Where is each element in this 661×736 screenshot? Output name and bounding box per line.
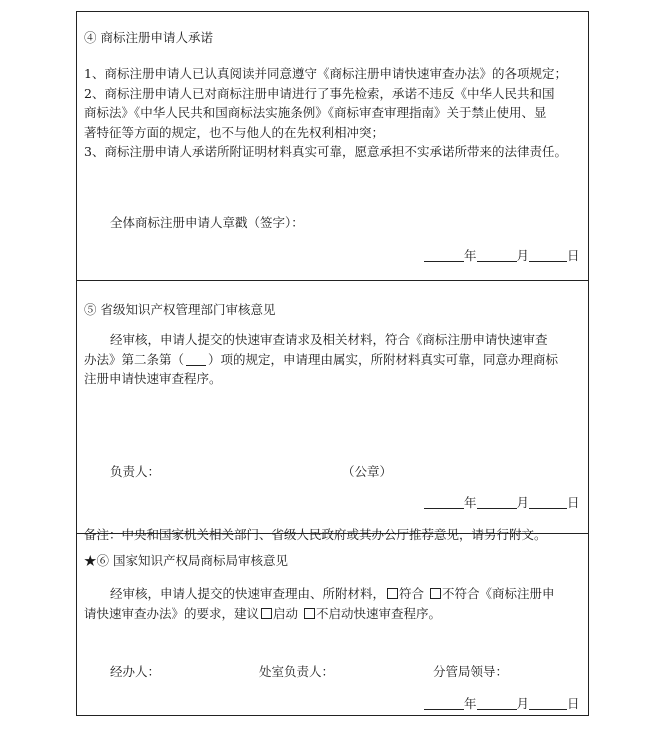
day-field[interactable] (529, 249, 567, 262)
office-head-label: 处室负责人： (259, 664, 335, 679)
not-conform-checkbox[interactable] (430, 588, 441, 599)
commitment-item: 著特征等方面的规定，也不与他人的在先权利相冲突； (84, 124, 385, 140)
office-review-body: 经审核，申请人提交的快速审查理由、所附材料， 符合 不符合《商标注册申 请快速审查办法》的要求，建议 启动 不启动快速审查程序。 (84, 586, 555, 621)
year-field[interactable] (424, 496, 464, 509)
section-heading: ⑤ 省级知识产权管理部门审核意见 (84, 302, 276, 317)
responsible-label: 负责人： (110, 464, 161, 479)
start-checkbox[interactable] (261, 608, 272, 619)
note-text: 备注：中央和国家机关相关部门、省级人民政府或其办公厅推荐意见，请另行附文。 (84, 527, 547, 542)
day-field[interactable] (529, 496, 567, 509)
commitment-item: 3、商标注册申请人承诺所附证明材料真实可靠，愿意承担不实承诺所带来的法律责任。 (84, 144, 567, 159)
signature-label: 全体商标注册申请人章戳（签字）： (110, 215, 304, 230)
section-provincial-review (77, 280, 588, 542)
day-field[interactable] (529, 697, 567, 710)
conform-checkbox[interactable] (387, 588, 398, 599)
commitment-item: 2、商标注册申请人已对商标注册申请进行了事先检索，承诺不违反《中华人民共和国 (84, 85, 555, 101)
section-applicant-commitment (77, 12, 588, 280)
year-field[interactable] (424, 249, 464, 262)
section-heading: ④ 商标注册申请人承诺 (84, 30, 213, 45)
section-heading: ★⑥ 国家知识产权局商标局审核意见 (84, 553, 288, 568)
date-line: 年 月 日 (424, 495, 580, 511)
commitment-item: 1、商标注册申请人已认真阅读并同意遵守《商标注册申请快速审查办法》的各项规定； (84, 66, 567, 81)
section-trademark-office-review (77, 533, 588, 717)
month-field[interactable] (477, 249, 517, 262)
commitment-item: 商标法》《中华人民共和国商标法实施条例》《商标审查审理指南》关于禁止使用、显 (84, 105, 547, 120)
item-number-field[interactable] (186, 353, 206, 366)
month-field[interactable] (477, 496, 517, 509)
not-start-checkbox[interactable] (304, 608, 315, 619)
date-line: 年 月 日 (424, 696, 580, 712)
seal-label: （公章） (342, 464, 393, 479)
review-body: 经审核，申请人提交的快速审查请求及相关材料，符合《商标注册申请快速审查 办法》第二条第（ ）项的规定，申请理由属实，所附材料真实可靠，同意办理商标 注册申请快速审查程序。 (84, 332, 559, 386)
handler-label: 经办人： (110, 664, 161, 679)
year-field[interactable] (424, 697, 464, 710)
branch-leader-label: 分管局领导： (433, 664, 509, 679)
form-frame (76, 11, 589, 716)
date-line: 年 月 日 (424, 248, 580, 264)
commitment-items (84, 64, 582, 162)
month-field[interactable] (477, 697, 517, 710)
